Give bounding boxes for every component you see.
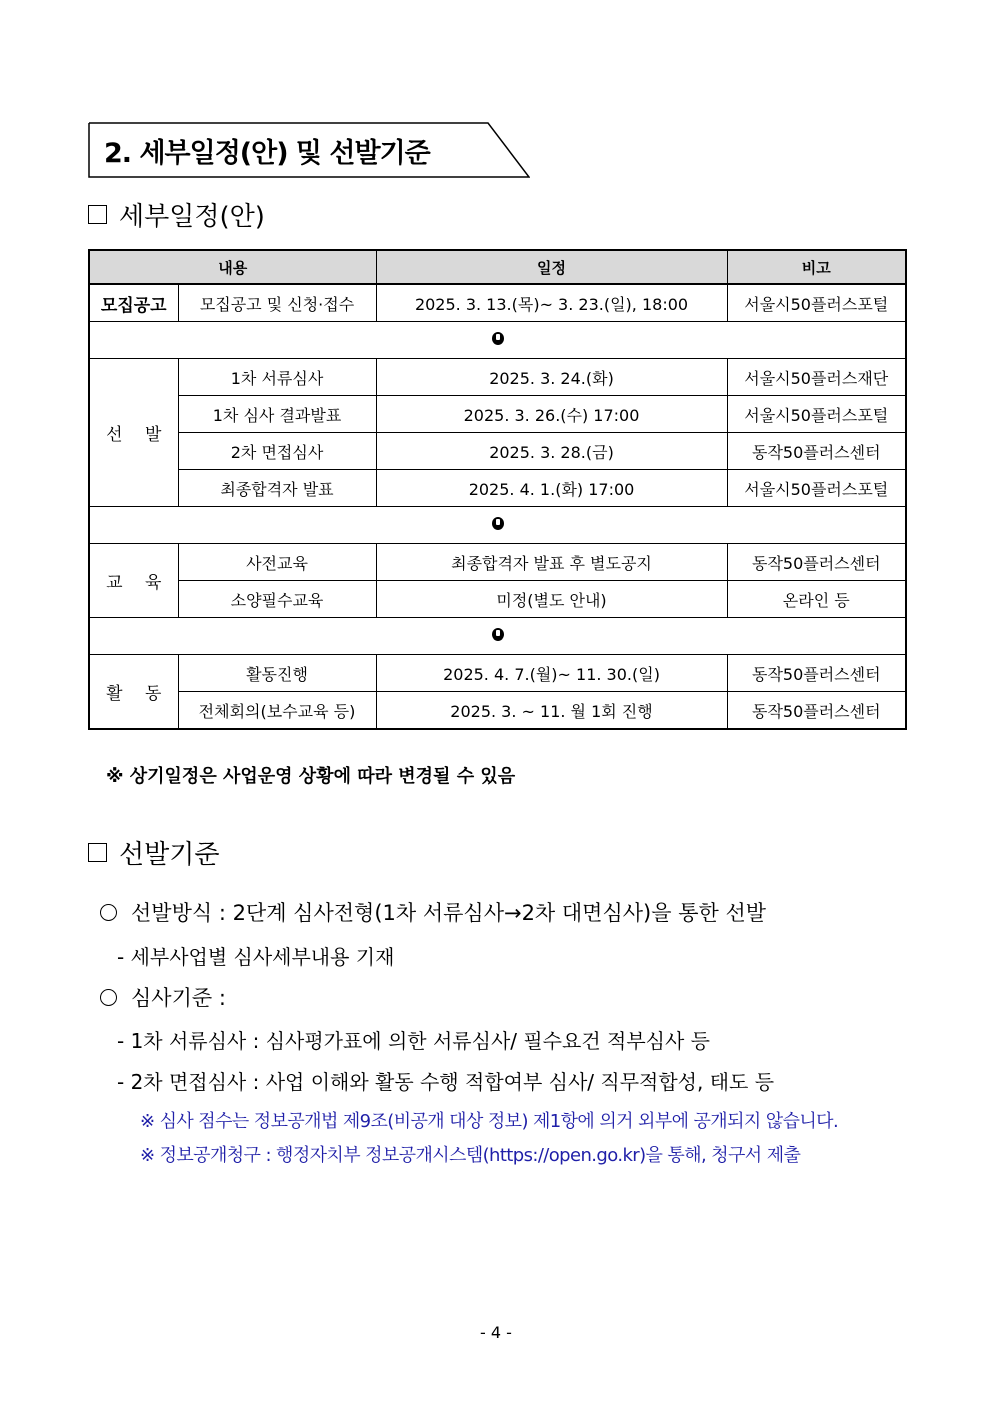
- down-arrow-icon: [492, 332, 504, 345]
- category-selection: 선 발: [89, 359, 178, 507]
- header-date: 일정: [376, 250, 727, 284]
- criteria-method-text: 선발방식 : 2단계 심사전형(1차 서류심사→2차 대면심사)을 통한 선발: [131, 901, 767, 925]
- cell-note: 서울시50플러스재단: [727, 359, 906, 396]
- cell-date: 2025. 3. 24.(화): [376, 359, 727, 396]
- circle-bullet-icon: [100, 904, 117, 921]
- section-title: 2. 세부일정(안) 및 선발기준: [104, 138, 430, 169]
- cell-date: 2025. 3. 28.(금): [376, 433, 727, 470]
- cell-date: 2025. 3. 26.(수) 17:00: [376, 396, 727, 433]
- cell-note: 온라인 등: [727, 581, 906, 618]
- cell-item: 전체회의(보수교육 등): [178, 692, 376, 730]
- cell-item: 최종합격자 발표: [178, 470, 376, 507]
- cell-item: 활동진행: [178, 655, 376, 692]
- cell-item: 2차 면접심사: [178, 433, 376, 470]
- criteria-standard: [100, 982, 226, 1012]
- square-bullet-icon: [88, 843, 107, 862]
- cell-date: 2025. 4. 7.(월)~ 11. 30.(일): [376, 655, 727, 692]
- table-row: [89, 470, 906, 507]
- cell-date: 2025. 3. 13.(목)~ 3. 23.(일), 18:00: [376, 284, 727, 322]
- cell-note: 서울시50플러스포털: [727, 470, 906, 507]
- cell-date: 2025. 3. ~ 11. 월 1회 진행: [376, 692, 727, 730]
- table-row: [89, 284, 906, 322]
- square-bullet-icon: [88, 205, 107, 224]
- table-row: [89, 396, 906, 433]
- cell-item: 모집공고 및 신청·접수: [178, 284, 376, 322]
- cell-item: 1차 심사 결과발표: [178, 396, 376, 433]
- criteria-standard-1: - 1차 서류심사 : 심사평가표에 의한 서류심사/ 필수요건 적부심사 등: [117, 1029, 710, 1053]
- table-header-row: [89, 250, 906, 284]
- down-arrow-icon: [492, 628, 504, 641]
- criteria-heading: [88, 834, 219, 871]
- cell-note: 서울시50플러스포털: [727, 396, 906, 433]
- circle-bullet-icon: [100, 989, 117, 1006]
- arrow-row: [89, 322, 906, 359]
- cell-note: 동작50플러스센터: [727, 544, 906, 581]
- criteria-standard-text: 심사기준 :: [131, 986, 226, 1010]
- page-number: - 4 -: [480, 1323, 512, 1342]
- header-note: 비고: [727, 250, 906, 284]
- schedule-note: ※ 상기일정은 사업운영 상황에 따라 변경될 수 있음: [106, 766, 516, 787]
- header-content: 내용: [89, 250, 376, 284]
- criteria-heading-text: 선발기준: [119, 840, 220, 870]
- table-row: [89, 359, 906, 396]
- cell-note: 동작50플러스센터: [727, 655, 906, 692]
- schedule-table: [88, 249, 907, 730]
- table-row: [89, 544, 906, 581]
- notice-1: ※ 심사 점수는 정보공개법 제9조(비공개 대상 정보) 제1항에 의거 외부에 공개되지 않습니다.: [140, 1111, 839, 1132]
- category-recruit: 모집공고: [89, 284, 178, 322]
- notice-2: ※ 정보공개청구 : 행정자치부 정보공개시스템(https://open.go.kr)을 통해, 청구서 제출: [140, 1145, 801, 1166]
- down-arrow-icon: [492, 517, 504, 530]
- arrow-row: [89, 618, 906, 655]
- table-row: [89, 692, 906, 730]
- category-activity: 활 동: [89, 655, 178, 730]
- table-row: [89, 581, 906, 618]
- cell-date: 미정(별도 안내): [376, 581, 727, 618]
- criteria-method: [100, 897, 766, 927]
- cell-date: 2025. 4. 1.(화) 17:00: [376, 470, 727, 507]
- cell-note: 동작50플러스센터: [727, 692, 906, 730]
- category-education: 교 육: [89, 544, 178, 618]
- section-title-box: [88, 122, 530, 176]
- cell-item: 1차 서류심사: [178, 359, 376, 396]
- schedule-heading: [88, 196, 265, 233]
- cell-note: 동작50플러스센터: [727, 433, 906, 470]
- criteria-standard-2: - 2차 면접심사 : 사업 이해와 활동 수행 적합여부 심사/ 직무적합성, 태도 등: [117, 1070, 775, 1094]
- cell-item: 사전교육: [178, 544, 376, 581]
- arrow-row: [89, 507, 906, 544]
- table-row: [89, 655, 906, 692]
- cell-date: 최종합격자 발표 후 별도공지: [376, 544, 727, 581]
- schedule-heading-text: 세부일정(안): [119, 202, 265, 232]
- cell-note: 서울시50플러스포털: [727, 284, 906, 322]
- table-row: [89, 433, 906, 470]
- cell-item: 소양필수교육: [178, 581, 376, 618]
- criteria-method-sub: - 세부사업별 심사세부내용 기재: [117, 945, 395, 969]
